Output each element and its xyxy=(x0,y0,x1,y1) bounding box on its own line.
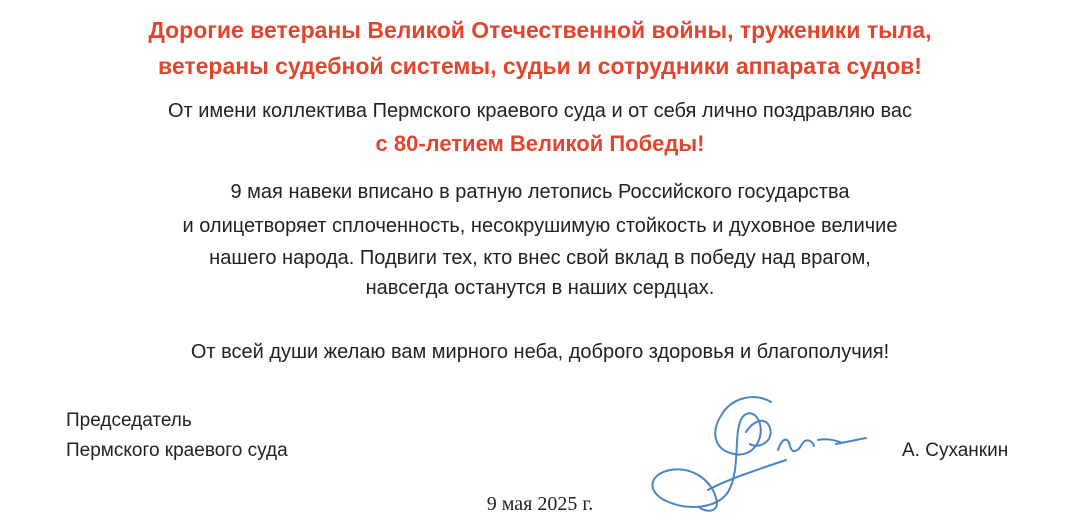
victory-anniversary-highlight: с 80-летием Великой Победы! xyxy=(375,131,705,156)
signatory-title-line-1: Председатель xyxy=(66,410,192,431)
intro-line: От имени коллектива Пермского краевого суда и от себя лично поздравляю вас xyxy=(167,100,912,122)
paragraph-line: и олицетворяет сплоченность, несокрушимую стойкость и духовное величие xyxy=(182,215,898,237)
wish-line: От всей души желаю вам мирного неба, доброго здоровья и благополучия! xyxy=(190,341,890,363)
paragraph-line: 9 мая навеки вписано в ратную летопись Российского государства xyxy=(230,181,850,203)
date-line: 9 мая 2025 г. xyxy=(486,493,594,515)
greeting-heading-line-2: ветераны судебной системы, судьи и сотрудники аппарата судов! xyxy=(158,53,922,79)
greeting-heading-line-1: Дорогие ветераны Великой Отечественной войны, труженики тыла, xyxy=(148,17,932,43)
paragraph-line: навсегда останутся в наших сердцах. xyxy=(365,277,715,299)
signatory-name: А. Суханкин xyxy=(902,440,1009,461)
signatory-title-line-2: Пермского краевого суда xyxy=(66,440,288,461)
paragraph-line: нашего народа. Подвиги тех, кто внес свой вклад в победу над врагом, xyxy=(209,247,871,269)
